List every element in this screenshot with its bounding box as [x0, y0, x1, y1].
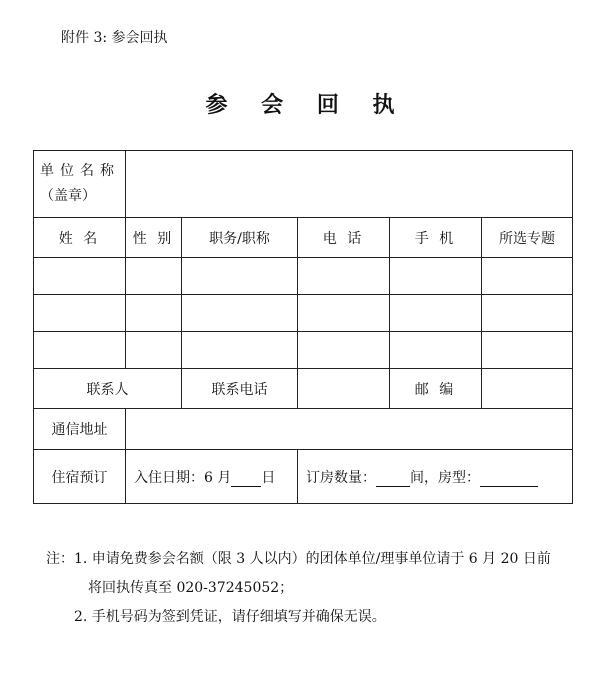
address-row — [34, 409, 573, 450]
note-line-1 — [46, 545, 551, 574]
note-line-1-cont: 将回执传真至 020-37245052； — [88, 580, 294, 596]
unit-name-text: 单位名称 — [40, 163, 120, 179]
col-header-phone: 电 话 — [298, 218, 390, 258]
page-title — [0, 88, 600, 119]
title-char: 执 — [372, 92, 395, 118]
checkin-day-blank[interactable] — [231, 472, 261, 487]
room-type-blank[interactable] — [480, 472, 538, 487]
contact-row — [34, 369, 573, 409]
attendee-gender-field[interactable] — [126, 295, 182, 332]
attendee-topic-field[interactable] — [482, 258, 573, 295]
attendee-name-field[interactable] — [34, 295, 126, 332]
unit-name-label — [34, 151, 126, 218]
postcode-field[interactable] — [482, 369, 573, 409]
contact-phone-label: 联系电话 — [182, 369, 298, 409]
attendee-phone-field[interactable] — [298, 295, 390, 332]
attendee-name-field[interactable] — [34, 332, 126, 369]
attendee-gender-field[interactable] — [126, 258, 182, 295]
attendee-phone-field[interactable] — [298, 258, 390, 295]
postcode-label: 邮 编 — [390, 369, 482, 409]
contact-phone-field[interactable] — [298, 369, 390, 409]
note-prefix: 注： — [46, 551, 74, 567]
attendee-position-field[interactable] — [182, 295, 298, 332]
title-char: 会 — [261, 92, 284, 118]
attendee-mobile-field[interactable] — [390, 295, 482, 332]
attendee-position-field[interactable] — [182, 332, 298, 369]
attendee-gender-field[interactable] — [126, 332, 182, 369]
attendee-mobile-field[interactable] — [390, 332, 482, 369]
col-header-gender: 性 别 — [126, 218, 182, 258]
attendee-phone-field[interactable] — [298, 332, 390, 369]
notes — [46, 545, 551, 632]
checkin-date-field[interactable] — [126, 450, 298, 504]
unit-name-field[interactable] — [126, 151, 573, 218]
address-label: 通信地址 — [34, 409, 126, 450]
attendee-row — [34, 295, 573, 332]
attendee-mobile-field[interactable] — [390, 258, 482, 295]
col-header-name: 姓 名 — [34, 218, 126, 258]
rooms-count-blank[interactable] — [376, 472, 410, 487]
checkin-prefix: 入住日期：6 月 — [134, 469, 232, 486]
lodging-label: 住宿预订 — [34, 450, 126, 504]
unit-row — [34, 151, 573, 218]
rooms-label: 订房数量： — [306, 469, 376, 486]
room-booking-field[interactable] — [298, 450, 573, 504]
attendee-row — [34, 258, 573, 295]
attendee-row — [34, 332, 573, 369]
attendee-name-field[interactable] — [34, 258, 126, 295]
col-header-topic: 所选专题 — [482, 218, 573, 258]
address-field[interactable] — [126, 409, 573, 450]
attendee-position-field[interactable] — [182, 258, 298, 295]
rooms-unit: 间，房型： — [410, 469, 480, 486]
attendee-topic-field[interactable] — [482, 332, 573, 369]
lodging-row — [34, 450, 573, 504]
col-header-mobile: 手 机 — [390, 218, 482, 258]
title-char: 参 — [205, 92, 228, 118]
note-line-2: 2. 手机号码为签到凭证，请仔细填写并确保无误。 — [74, 609, 386, 625]
column-header-row — [34, 218, 573, 258]
contact-person-label: 联系人 — [34, 369, 182, 409]
seal-text: （盖章） — [40, 188, 96, 204]
checkin-suffix: 日 — [261, 469, 276, 486]
attendee-topic-field[interactable] — [482, 295, 573, 332]
title-char: 回 — [316, 92, 339, 118]
registration-form-table — [33, 150, 573, 504]
attachment-label: 附件 3: 参会回执 — [61, 30, 168, 46]
col-header-position: 职务/职称 — [182, 218, 298, 258]
note-1-text: 1. 申请免费参会名额（限 3 人以内）的团体单位/理事单位请于 6 月 20 日前 — [74, 551, 551, 567]
